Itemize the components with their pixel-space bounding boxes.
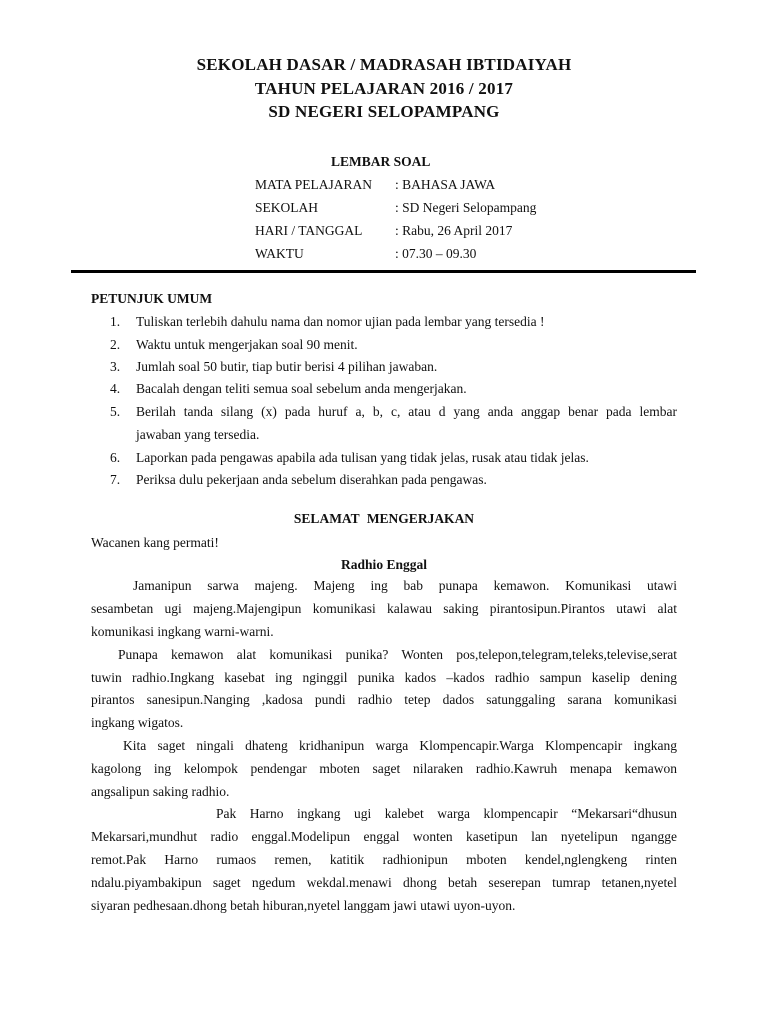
instruction-number: 7. [110,472,121,487]
instruction-text: jawaban yang tersedia. [136,427,260,442]
story-line: komunikasi ingkang warni-warni. [91,624,274,639]
info-row-time [255,246,476,262]
instruction-number: 3. [110,359,121,374]
good-luck-heading: SELAMAT MENGERJAKAN [293,511,475,526]
story-line: ndalu.piyambakipun saget ngedum wekdal.menawi dhong betah seserepan tumrap tetanen,nyetel [91,875,677,890]
info-label: SEKOLAH [255,200,318,215]
instruction-number: 1. [110,314,121,329]
info-label: HARI / TANGGAL [255,223,363,238]
school-heading: SEKOLAH DASAR / MADRASAH IBTIDAIYAH [196,55,572,74]
instruction-number: 2. [110,337,121,352]
story-line: Mekarsari,mundhut radio enggal.Modelipun enggal wonten kasetipun lan nyetelipun ngangge [91,829,677,844]
info-value: : BAHASA JAWA [395,177,496,192]
instruction-text: Tuliskan terlebih dahulu nama dan nomor ujian pada lembar yang tersedia ! [136,314,545,329]
story-line: kagolong ing kelompok pendengar mboten saget nilaraken radhio.Kawruh menapa kemawon [91,761,677,776]
story-line: pirantos sanesipun.Nanging ,kadosa pundi radhio tetep dados satunggaling sarana komunikasi [91,692,677,707]
info-row-subject [255,177,495,193]
info-value: : SD Negeri Selopampang [395,200,537,215]
school-name-heading: SD NEGERI SELOPAMPANG [268,102,500,121]
info-label: WAKTU [255,246,304,261]
reading-instruction: Wacanen kang permati! [91,535,219,550]
instruction-number: 5. [110,404,121,419]
info-value: : 07.30 – 09.30 [395,246,477,261]
instruction-text: Waktu untuk mengerjakan soal 90 menit. [136,337,358,352]
instruction-text: Bacalah dengan teliti semua soal sebelum anda mengerjakan. [136,381,467,396]
academic-year-heading: TAHUN PELAJARAN 2016 / 2017 [254,79,514,98]
instruction-text: Jumlah soal 50 butir, tiap butir berisi 4 pilihan jawaban. [136,359,438,374]
story-line: sesambetan ugi majeng.Majengipun komunikasi kalawau saking pirantosipun.Pirantos utawi alat [91,601,677,616]
instruction-number: 4. [110,381,121,396]
instruction-text: Laporkan pada pengawas apabila ada tulisan yang tidak jelas, rusak atau tidak jelas. [136,450,589,465]
info-value: : Rabu, 26 April 2017 [395,223,513,238]
story-line: tuwin radhio.Ingkang kasebat ing nginggil punika kados –kados radhio sampun kaselip dening [91,670,677,685]
story-line: siyaran pedhesaan.dhong betah hiburan,nyetel langgam jawi utawi uyon-uyon. [91,898,516,913]
story-line: Kita saget ningali dhateng kridhanipun warga Klompencapir.Warga Klompencapir ingkang [123,738,677,753]
instruction-number: 6. [110,450,121,465]
story-title: Radhio Enggal [341,557,427,572]
header-divider [71,270,696,273]
story-line: Jamanipun sarwa majeng. Majeng ing bab punapa kemawon. Komunikasi utawi [133,578,677,593]
instruction-text: Periksa dulu pekerjaan anda sebelum diserahkan pada pengawas. [136,472,487,487]
instruction-text: Berilah tanda silang (x) pada huruf a, b, c, atau d yang anda anggap benar pada lembar [136,404,677,419]
story-line: angsalipun saking radhio. [91,784,230,799]
instructions-title: PETUNJUK UMUM [91,291,213,306]
info-row-date [255,223,512,239]
info-label: MATA PELAJARAN [255,177,373,192]
info-row-school [255,200,536,216]
story-line: Pak Harno ingkang ugi kalebet warga klompencapir “Mekarsari“dhusun [216,806,677,821]
lembar-soal-title: LEMBAR SOAL [331,154,431,169]
story-line: remot.Pak Harno rumaos remen, katitik radhionipun mboten kendel,nglengkeng rinten [91,852,677,867]
story-line: Punapa kemawon alat komunikasi punika? Wonten pos,telepon,telegram,teleks,televise,serat [118,647,677,662]
story-line: ingkang wigatos. [91,715,184,730]
